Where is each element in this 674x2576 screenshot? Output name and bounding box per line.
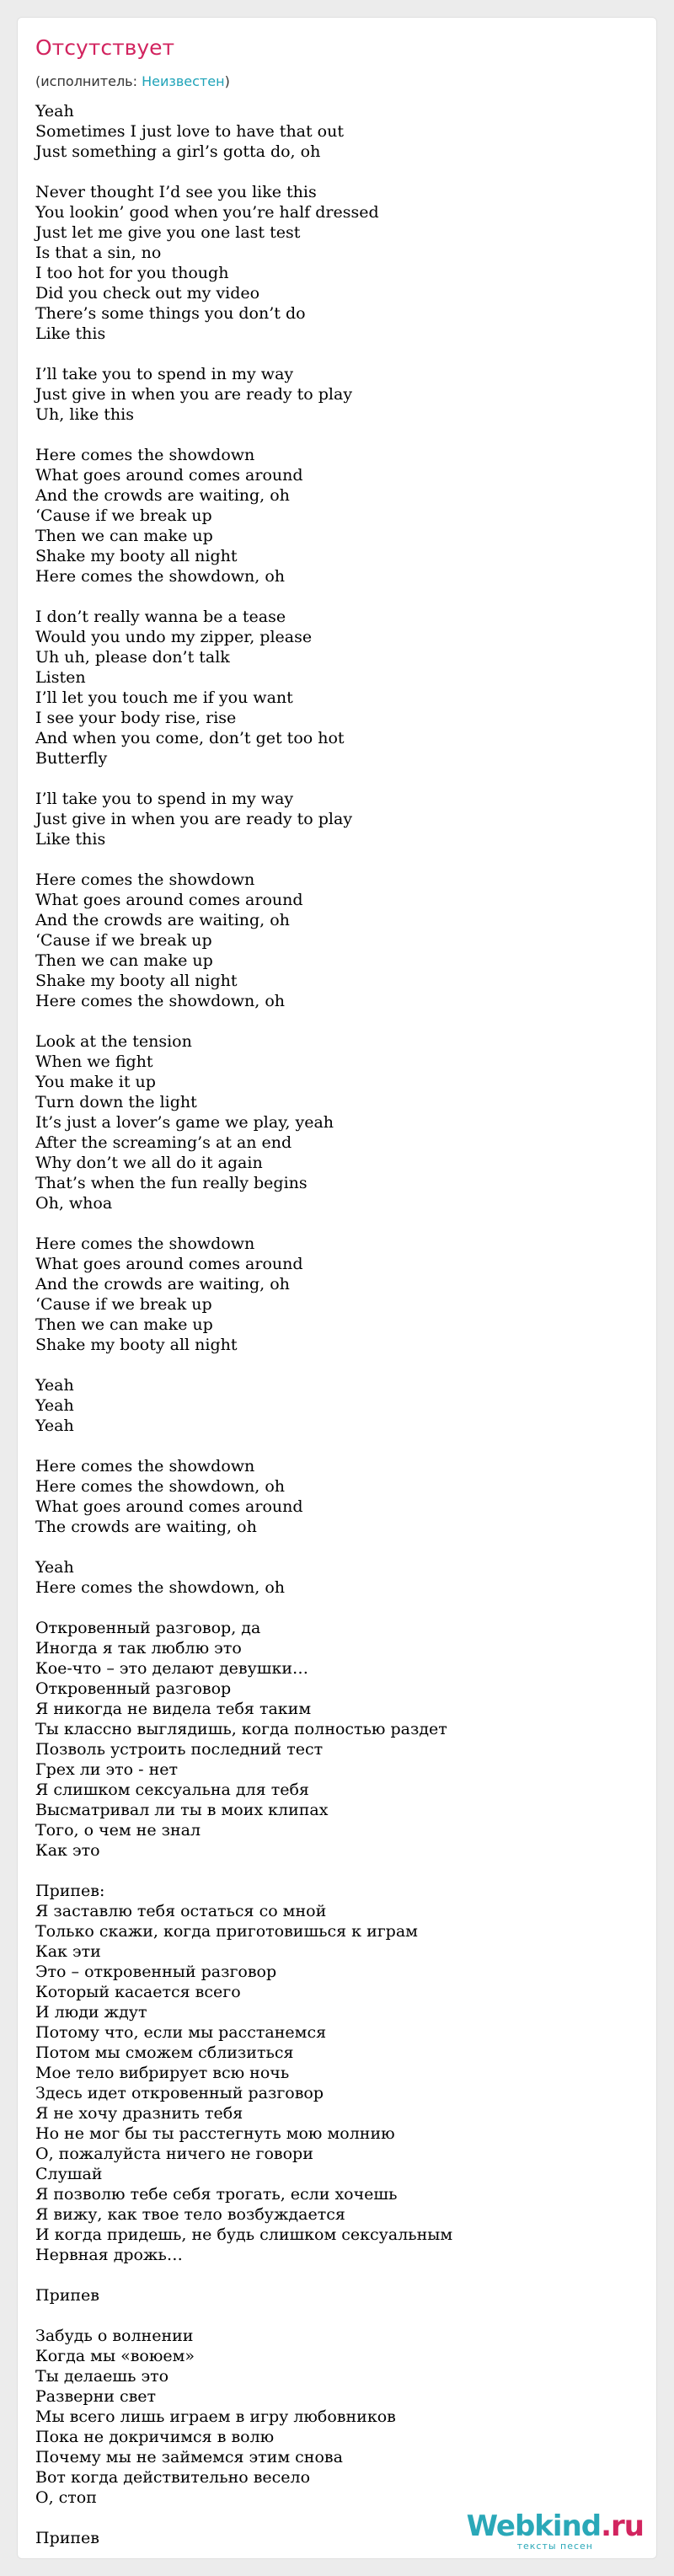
song-title: Отсутствует [35,35,175,60]
logo-web: Web [466,2509,535,2543]
logo-wordmark [467,2511,644,2541]
webkind-logo[interactable] [467,2511,644,2552]
lyrics-card [17,17,657,2559]
artist-link[interactable]: Неизвестен [142,73,225,89]
artist-suffix: ) [224,73,230,89]
artist-prefix: (исполнитель: [35,73,142,89]
artist-line [35,73,230,90]
lyrics-text: Yeah Sometimes I just love to have that out Just something a girl’s gotta do, oh Never thought I’d see you like this You lookin’ good when you’re half dressed Just let me give you one last test Is that a sin, no I too hot for you though Did you check out my video There’s some things you don’t do Like this I’ll take you to spend in my way Just give in when you are ready to play Uh, like this Here comes the showdown What goes around comes around And the crowds are waiting, oh ‘Cause if we break up Then we can make up Shake my booty all night Here comes the showdown, oh I don’t really wanna be a tease Would you undo my zipper, please Uh uh, please don’t talk Listen I’ll let you touch me if you want I see your body rise, rise And when you come, don’t get too hot Butterfly I’ll take you to spend in my way Just give in when you are ready to play Like this Here comes the showdown What goes around comes around And the crowds are waiting, oh ‘Cause if we break up Then we can make up Shake my booty all night Here comes the showdown, oh Look at the tension When we fight You make it up Turn down the light It’s just a lover’s game we play, yeah After the screaming’s at an end Why don’t we all do it again That’s when the fun really begins Oh, whoa Here comes the showdown What goes around comes around And the crowds are waiting, oh ‘Cause if we break up Then we can make up Shake my booty all night Yeah Yeah Yeah Here comes the showdown Here comes the showdown, oh What goes around comes around The crowds are waiting, oh Yeah Here comes the showdown, oh Откровенный разговор, да Иногда я так люблю это Кое-что – это делают девушки… Откровенный разговор Я никогда не видела тебя таким Ты классно выглядишь, когда полностью раздет Позволь устроить последний тест Грех ли это - нет Я слишком сексуальна для тебя Высматривал ли ты в моих клипах Того, о чем не знал Как это Припев: Я заставлю тебя остаться со мной Только скажи, когда приготовишься к играм Как эти Это – откровенный разговор Который касается всего И люди ждут Потому что, если мы расстанемся Потом мы сможем сблизиться Мое тело вибрирует всю ночь Здесь идет откровенный разговор Я не хочу дразнить тебя Но не мог бы ты расстегнуть мою молнию О, пожалуйста ничего не говори Слушай Я позволю тебе себя трогать, если хочешь Я вижу, как твое тело возбуждается И когда придешь, не будь слишком сексуальным Нервная дрожь… Припев Забудь о волнении Когда мы «воюем» Ты делаешь это Разверни свет Мы всего лишь играем в игру любовников Пока не докричимся в волю Почему мы не займемся этим снова Вот когда действительно весело О, стоп Припев [35,102,453,2547]
logo-tagline: тексты песен [516,2541,594,2552]
logo-ru: .ru [601,2509,644,2543]
logo-kind: kind [534,2509,602,2543]
